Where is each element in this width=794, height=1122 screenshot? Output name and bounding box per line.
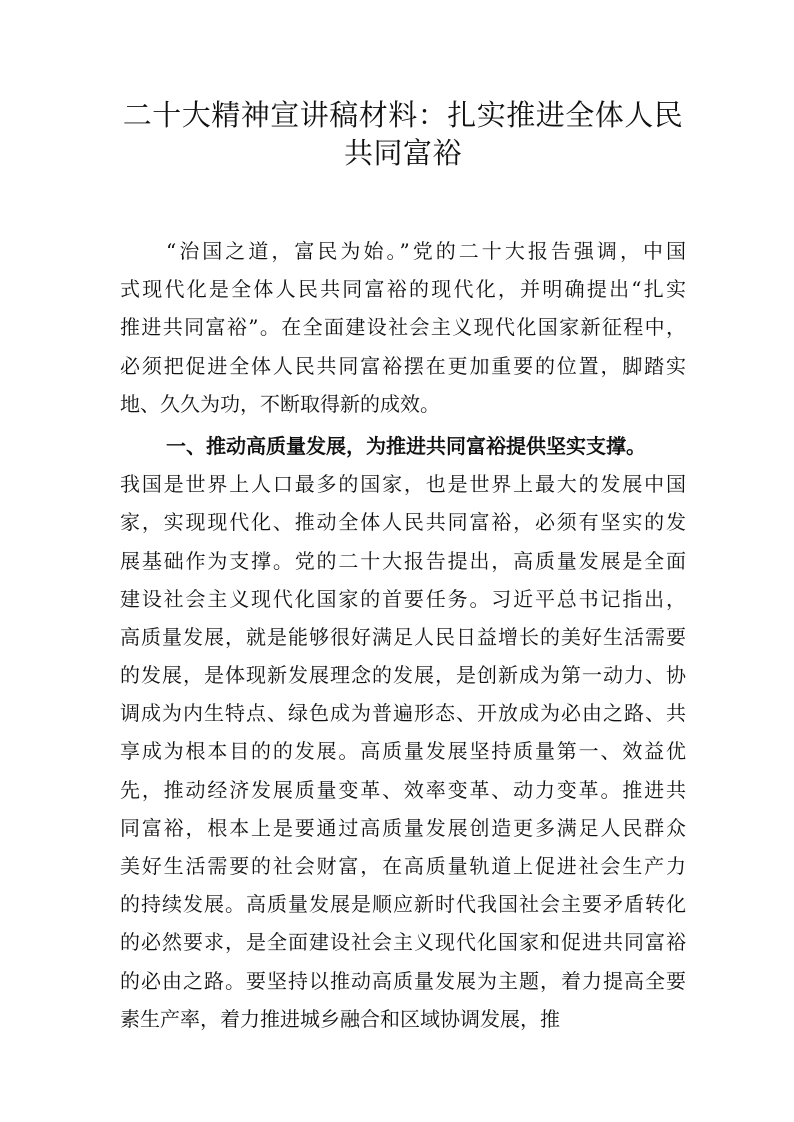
text-line: 式现代化是全体人民共同富裕的现代化，并明确提出“扎实 [120,277,686,302]
text-line: 先，推动经济发展质量变革、效率变革、动力变革。推进共 [120,777,686,802]
document-title [120,96,686,172]
text-line: 建设社会主义现代化国家的首要任务。习近平总书记指出， [120,586,686,611]
text-line: 推进共同富裕”。在全面建设社会主义现代化国家新征程中， [120,315,686,340]
text-line: 的必然要求，是全面建设社会主义现代化国家和促进共同富裕 [120,930,686,955]
document-page [120,96,686,1038]
section-1-heading-text: 一、推动高质量发展，为推进共同富裕提供坚实支撑。 [166,433,646,458]
text-line: 享成为根本目的的发展。高质量发展坚持质量第一、效益优 [120,739,686,764]
document-body [120,232,686,1038]
text-line: 高质量发展，就是能够很好满足人民日益增长的美好生活需要 [120,624,686,649]
text-line: 美好生活需要的社会财富，在高质量轨道上促进社会生产力 [120,854,686,878]
text-line: “治国之道，富民为始。”党的二十大报告强调，中国 [166,239,686,263]
text-line: 的持续发展。高质量发展是顺应新时代我国社会主要矛盾转化 [120,892,686,917]
text-line: 调成为内生特点、绿色成为普遍形态、开放成为必由之路、共 [120,701,686,726]
text-line: 同富裕，根本上是要通过高质量发展创造更多满足人民群众 [120,815,686,840]
intro-paragraph [120,232,686,423]
text-line: 家，实现现代化、推动全体人民共同富裕，必须有坚实的发 [120,510,686,535]
text-line: 地、久久为功，不断取得新的成效。 [120,391,440,416]
text-line: 我国是世界上人口最多的国家，也是世界上最大的发展中国 [120,472,686,497]
text-line: 素生产率，着力推进城乡融合和区域协调发展，推 [120,1006,560,1031]
text-line: 必须把促进全体人民共同富裕摆在更加重要的位置，脚踏实 [120,353,686,378]
title-line-1: 二十大精神宣讲稿材料：扎实推进全体人民 [122,98,684,132]
title-line-2: 共同富裕 [343,136,462,170]
section-1-paragraph [120,427,686,1038]
text-line: 展基础作为支撑。党的二十大报告提出，高质量发展是全面 [120,548,686,573]
text-line: 的发展，是体现新发展理念的发展，是创新成为第一动力、协 [120,663,686,688]
section-1-heading [120,427,686,465]
text-line: 的必由之路。要坚持以推动高质量发展为主题，着力提高全要 [120,968,686,993]
